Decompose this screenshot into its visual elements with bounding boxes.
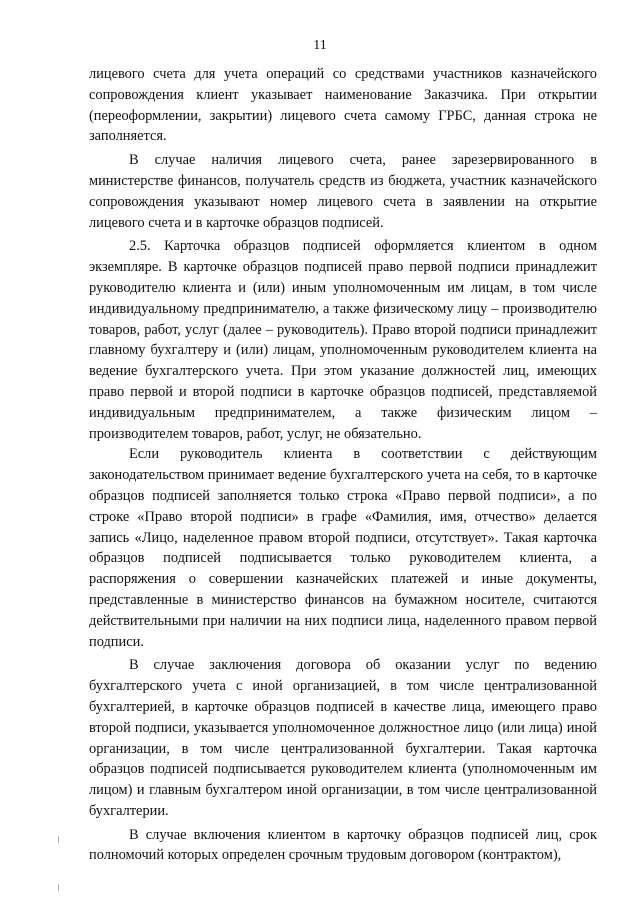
scan-artifact xyxy=(58,836,59,843)
scan-artifact xyxy=(58,884,59,891)
paragraph-head-accounting: Если руководитель клиента в соответствии с действующим законодательством принимает ведение бухгалтерского учета на себя, то в карточке образцов подписей заполняется только строка «Право первой подписи», а по строке «Право второй подписи» в графе «Фамилия, имя, отчество» делается запись «Лицо, наделенное правом второй подписи, отсутствует». Такая карточка образцов подписей подписывается только руководителем клиента, а распоряжения о совершении казначейских платежей и иные документы, представленные в министерство финансов на бумажном носителе, считаются действительными при наличии на них подписи лица, наделенного правом первой подписи. xyxy=(89,446,597,650)
paragraph-section-2-5: 2.5. Карточка образцов подписей оформляется клиентом в одном экземпляре. В карточке образцов подписей право первой подписи принадлежит руководителю клиента и (или) иным уполномоченным им лицам, в том числе индивидуальному предпринимателю, а также физическому лицу – производителю товаров, работ, услуг (далее – руководитель). Право второй подписи принадлежит главному бухгалтеру и (или) лицам, уполномоченным руководителем клиента на ведение бухгалтерского учета. При этом указание должностей лиц, имеющих право первой и второй подписи в карточке образцов подписей, представляемой индивидуальным предпринимателем, а также физическим лицом – производителем товаров, работ, услуг, не обязательно. xyxy=(89,238,597,442)
paragraph-reserved-account: В случае наличия лицевого счета, ранее зарезервированного в министерстве финансов, получатель средств из бюджета, участник казначейского сопровождения указывают номер лицевого счета в заявлении на открытие лицевого счета и в карточке образцов подписей. xyxy=(89,152,597,231)
paragraph-outsourced-accounting: В случае заключения договора об оказании услуг по ведению бухгалтерского учета с иной организацией, в том числе централизованной бухгалтерией, в карточке образцов подписей в качестве лица, имеющего право второй подписи, указывается уполномоченное должностное лицо (или лица) иной организации, в том числе централизованной бухгалтерии. Такая карточка образцов подписей подписывается руководителем клиента (уполномоченным им лицом) и главным бухгалтером иной организации, в том числе централизованной бухгалтерии. xyxy=(89,657,597,819)
paragraph-fixed-term-contract: В случае включения клиентом в карточку образцов подписей лиц, срок полномочий которых определен срочным трудовым договором (контрактом), xyxy=(89,826,597,864)
document-body xyxy=(89,64,597,866)
paragraph-continuation: лицевого счета для учета операций со средствами участников казначейского сопровождения клиент указывает наименование Заказчика. При открытии (переоформлении, закрытии) лицевого счета самому ГРБС, данная строка не заполняется. xyxy=(89,66,597,145)
page-number: 11 xyxy=(313,38,327,53)
